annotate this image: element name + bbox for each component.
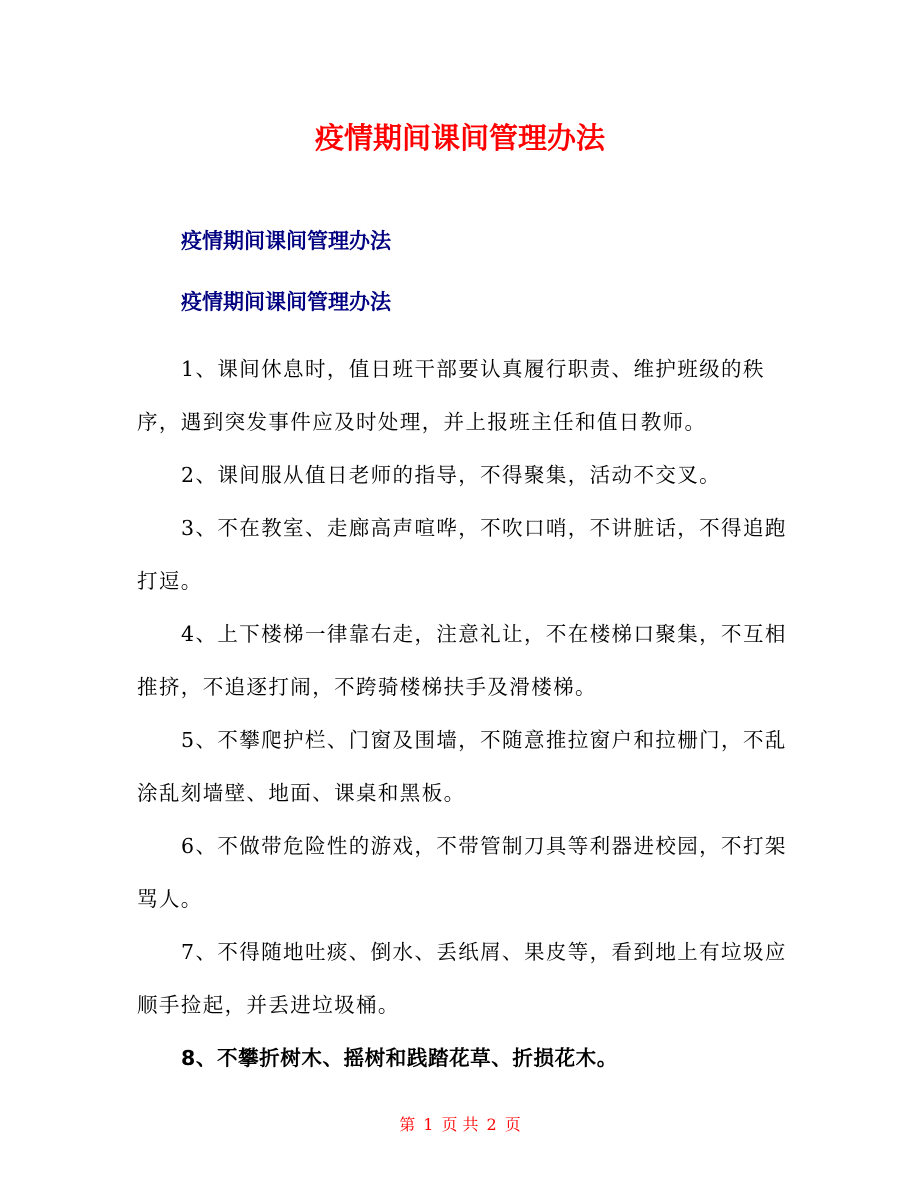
subheading-1: 疫情期间课间管理办法 [181, 229, 391, 253]
paragraph-4: 4、上下楼梯一律靠右走，注意礼让，不在楼梯口聚集，不互相推挤，不追逐打闹，不跨骑楼梯扶手及滑楼梯。 [137, 622, 787, 699]
paragraph-2: 2、课间服从值日老师的指导，不得聚集，活动不交叉。 [181, 463, 722, 487]
document-body [137, 343, 787, 1085]
paragraph-7: 7、不得随地吐痰、倒水、丢纸屑、果皮等，看到地上有垃圾应顺手捡起，并丢进垃圾桶。 [137, 940, 787, 1017]
footer-current-page: 1 [423, 1115, 434, 1134]
paragraph-1: 1、课间休息时，值日班干部要认真履行职责、维护班级的秩序，遇到突发事件应及时处理，并上报班主任和值日教师。 [137, 357, 765, 434]
paragraph-6: 6、不做带危险性的游戏，不带管制刀具等利器进校园，不打架骂人。 [137, 834, 787, 911]
footer-total-pages: 2 [486, 1115, 497, 1134]
subheading-2: 疫情期间课间管理办法 [181, 290, 391, 314]
paragraph-5: 5、不攀爬护栏、门窗及围墙，不随意推拉窗户和拉栅门，不乱涂乱刻墙壁、地面、课桌和黑板。 [137, 728, 787, 805]
document-title: 疫情期间课间管理办法 [314, 121, 605, 155]
paragraph-8: 8、不攀折树木、摇树和践踏花草、折损花木。 [181, 1046, 618, 1070]
footer-suffix: 页 [504, 1115, 521, 1134]
page-footer [0, 1113, 920, 1137]
paragraph-3: 3、不在教室、走廊高声喧哗，不吹口哨，不讲脏话，不得追跑打逗。 [137, 516, 787, 593]
footer-mid: 页 共 [441, 1115, 479, 1134]
footer-prefix: 第 [399, 1115, 416, 1134]
